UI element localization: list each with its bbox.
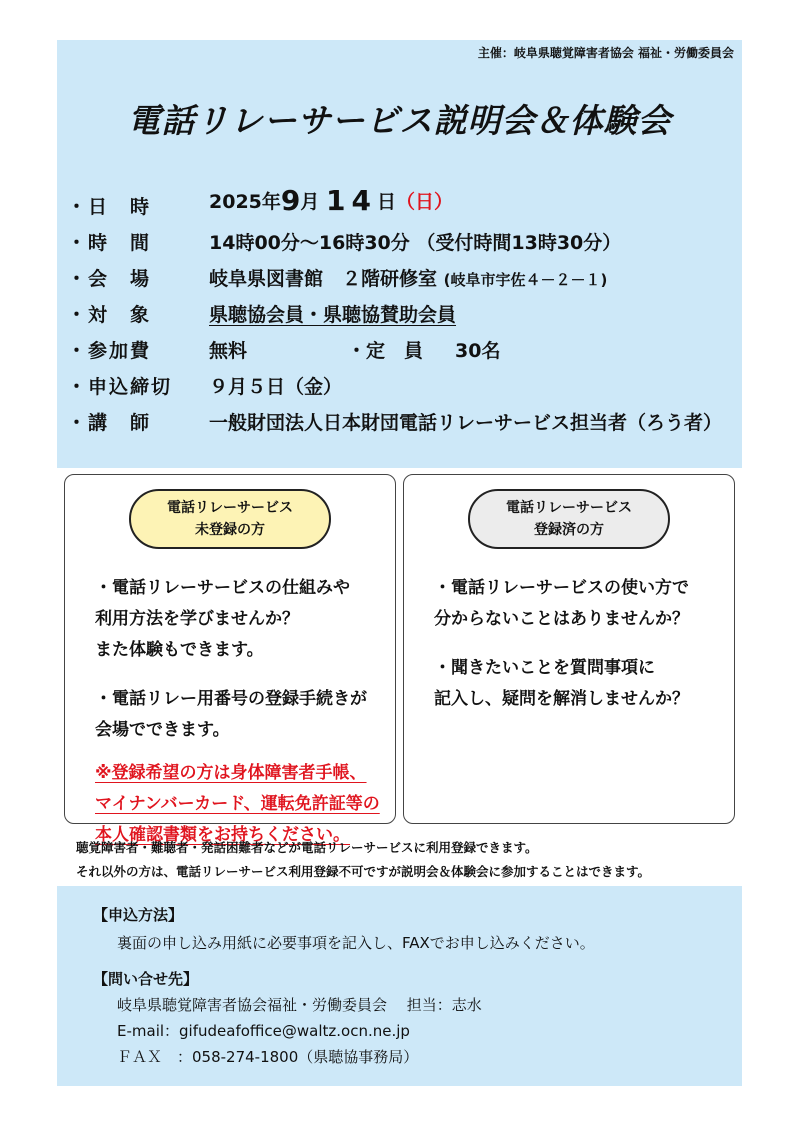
target-label: ・対 象 [67, 304, 152, 326]
date-row [67, 184, 737, 228]
others-note: それ以外の方は、電話リレーサービス利用登録不可ですが説明会＆体験会に参加することはできます。 [76, 864, 651, 879]
date-value: 2025年9月 14日（日） [209, 184, 454, 217]
apply-heading: 【申込方法】 [93, 906, 184, 924]
target-value: 県聴協会員・県聴協賛助会員 [209, 304, 457, 326]
capacity-label: ・定 員 [347, 340, 424, 362]
lecturer-value: 一般財団法人日本財団電話リレーサービス担当者（ろう者） [209, 412, 723, 434]
unregistered-pill: 電話リレーサービス 未登録の方 [129, 489, 331, 549]
event-info-panel [57, 40, 742, 468]
date-label: ・日 時 [67, 196, 152, 218]
contact-panel [57, 886, 742, 1086]
id-warning: ※登録希望の方は身体障害者手帳、 マイナンバーカード、運転免許証等の 本人確認書類をお持ちください。 [95, 763, 380, 845]
event-details [67, 184, 737, 444]
venue-address: (岐阜市宇佐４－２－１) [443, 271, 608, 289]
unregistered-text: ・電話リレーサービスの仕組みや 利用方法を学びませんか？ また体験もできます。 ・電話リレー用番号の登録手続きが 会場でできます。 ※登録希望の方は身体障害者手帳、 マイナンバーカード、運転免許証等の 本人確認書類をお持ちください。 [95, 573, 385, 851]
fee-value: 無料 [209, 340, 248, 362]
venue-value: 岐阜県図書館 ２階研修室 (岐阜市宇佐４－２－１) [209, 268, 608, 290]
time-label: ・時 間 [67, 232, 152, 254]
inquiry-heading: 【問い合せ先】 [93, 970, 199, 988]
deadline-label: ・申込締切 [67, 376, 173, 398]
deadline-value: ９月５日（金） [209, 376, 343, 398]
unregistered-box [64, 474, 396, 845]
time-row [67, 228, 737, 264]
lecturer-label: ・講 師 [67, 412, 152, 434]
lecturer-row [67, 408, 737, 444]
target-row [67, 300, 737, 336]
apply-text: 裏面の申し込み用紙に必要事項を記入し、FAXでお申し込みください。 [117, 934, 595, 952]
eligibility-note: 聴覚障害者・難聴者・発話困難者などが電話リレーサービスに利用登録できます。 [76, 840, 538, 855]
fee-label: ・参加費 [67, 340, 152, 362]
registered-pill: 電話リレーサービス 登録済の方 [468, 489, 670, 549]
fee-row [67, 336, 737, 372]
page-title: 電話リレーサービス説明会＆体験会 [127, 101, 672, 140]
venue-label: ・会 場 [67, 268, 152, 290]
registered-box [403, 474, 735, 824]
contact-email: E-mail：gifudeafoffice@waltz.ocn.ne.jp [117, 1022, 410, 1040]
deadline-row [67, 372, 737, 408]
registered-text: ・電話リレーサービスの使い方で 分からないことはありませんか？ ・聞きたいことを質問事項に 記入し、疑問を解消しませんか？ [434, 578, 689, 709]
organizer: 主催：岐阜県聴覚障害者協会 福祉・労働委員会 [477, 46, 734, 60]
time-value: 14時00分～16時30分 （受付時間13時30分） [209, 232, 622, 254]
venue-row [67, 264, 737, 300]
contact-fax: ＦＡＸ ：058-274-1800（県聴協事務局） [117, 1048, 419, 1066]
weekday: （日） [396, 191, 454, 213]
contact-org: 岐阜県聴覚障害者協会福祉・労働委員会 担当：志水 [117, 996, 482, 1014]
capacity-value: 30名 [455, 340, 501, 362]
